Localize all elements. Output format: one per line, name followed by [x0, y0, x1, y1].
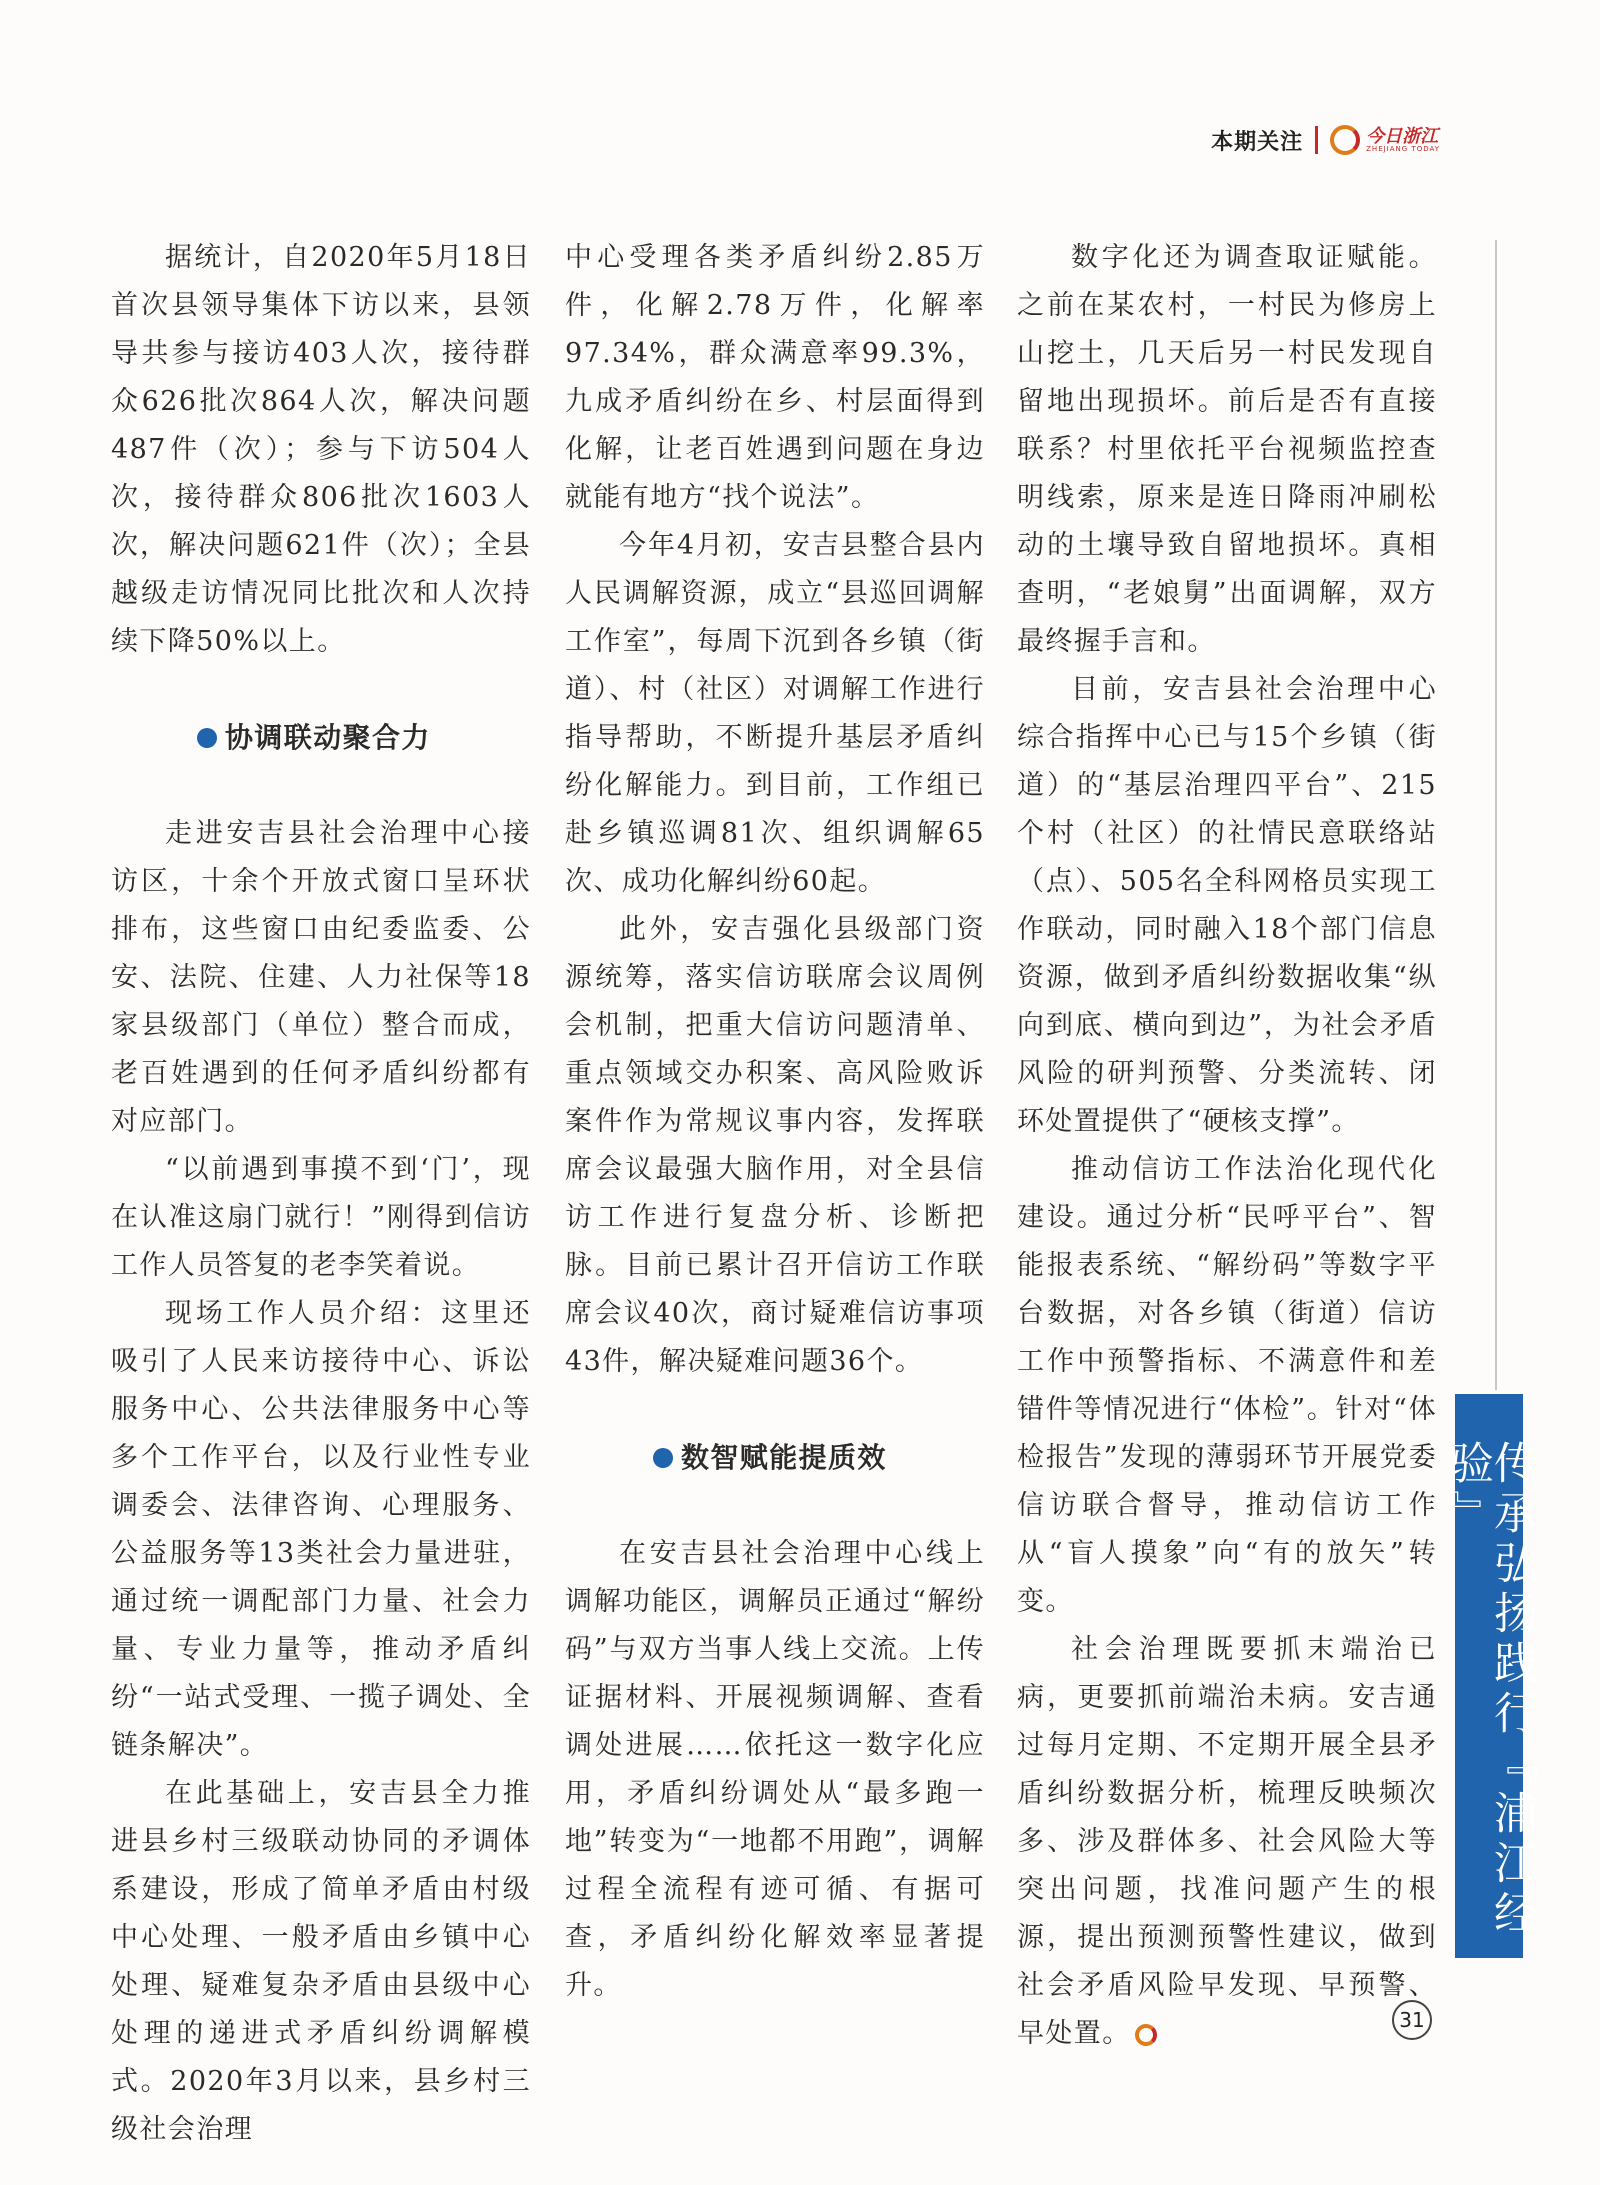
paragraph-text: 社会治理既要抓末端治已病，更要抓前端治未病。安吉通过每月定期、不定期开展全县矛盾纠纷数据分析，梳理反映频次多、涉及群体多、社会风险大等突出问题，找准问题产生的根源，提出预测预警性建议，做到社会矛盾风险早发现、早预警、早处置。	[1017, 1634, 1437, 2049]
text-column-2	[565, 234, 985, 2010]
column-rule	[1495, 240, 1497, 1390]
section-heading-text: 数智赋能提质效	[681, 1441, 887, 1474]
paragraph: 现场工作人员介绍：这里还吸引了人民来访接待中心、诉讼服务中心、公共法律服务中心等多个工作平台，以及行业性专业调委会、法律咨询、心理服务、公益服务等13类社会力量进驻，通过统一调配部门力量、社会力量、专业力量等，推动矛盾纠纷“一站式受理、一揽子调处、全链条解决”。	[111, 1298, 531, 1761]
paragraph: 据统计，自2020年5月18日首次县领导集体下访以来，县领导共参与接访403人次，接待群众626批次864人次，解决问题487件（次）；参与下访504人次，接待群众806批次1603人次，解决问题621件（次）；全县越级走访情况同比批次和人次持续下降50%以上。	[111, 242, 531, 657]
paragraph: 推动信访工作法治化现代化建设。通过分析“民呼平台”、智能报表系统、“解纷码”等数字平台数据，对各乡镇（街道）信访工作中预警指标、不满意件和差错件等情况进行“体检”。针对“体检报告”发现的薄弱环节开展党委信访联合督导，推动信访工作从“盲人摸象”向“有的放矢”转变。	[1017, 1154, 1437, 1617]
vertical-banner	[1442, 1394, 1537, 1958]
page-header	[1211, 120, 1440, 160]
paragraph: 中心受理各类矛盾纠纷2.85万件，化解2.78万件，化解率97.34%，群众满意率99.3%，九成矛盾纠纷在乡、村层面得到化解，让老百姓遇到问题在身边就能有地方“找个说法”。	[565, 242, 985, 513]
logo-icon	[1330, 125, 1360, 155]
section-title: 本期关注	[1211, 129, 1304, 155]
paragraph: 在此基础上，安吉县全力推进县乡村三级联动协同的矛调体系建设，形成了简单矛盾由村级中心处理、一般矛盾由乡镇中心处理、疑难复杂矛盾由县级中心处理的递进式矛盾纠纷调解模式。2020年3月以来，县乡村三级社会治理	[111, 1778, 531, 2145]
paragraph: 走进安吉县社会治理中心接访区，十余个开放式窗口呈环状排布，这些窗口由纪委监委、公安、法院、住建、人力社保等18家县级部门（单位）整合而成，老百姓遇到的任何矛盾纠纷都有对应部门。	[111, 818, 531, 1137]
logo-english: ZHEJIANG TODAY	[1366, 144, 1440, 153]
section-heading	[111, 714, 531, 762]
paragraph: 目前，安吉县社会治理中心综合指挥中心已与15个乡镇（街道）的“基层治理四平台”、215个村（社区）的社情民意联络站（点）、505名全科网格员实现工作联动，同时融入18个部门信息资源，做到矛盾纠纷数据收集“纵向到底、横向到边”，为社会矛盾风险的研判预警、分类流转、闭环处置提供了“硬核支撑”。	[1017, 674, 1437, 1137]
end-mark-icon	[1135, 2024, 1157, 2046]
paragraph: “以前遇到事摸不到‘门’，现在认准这扇门就行！”刚得到信访工作人员答复的老李笑着说。	[111, 1154, 531, 1281]
text-column-3	[1017, 234, 1437, 2058]
header-divider	[1315, 126, 1318, 154]
paragraph: 今年4月初，安吉县整合县内人民调解资源，成立“县巡回调解工作室”，每周下沉到各乡镇（街道）、村（社区）对调解工作进行指导帮助，不断提升基层矛盾纠纷化解能力。到目前，工作组已赴乡镇巡调81次、组织调解65次、成功化解纠纷60起。	[565, 530, 985, 897]
page-number: 31	[1392, 2000, 1432, 2040]
magazine-logo	[1330, 125, 1440, 155]
paragraph	[1017, 1626, 1437, 2058]
paragraph: 在安吉县社会治理中心线上调解功能区，调解员正通过“解纷码”与双方当事人线上交流。上传证据材料、开展视频调解、查看调处进展……依托这一数字化应用，矛盾纠纷调处从“最多跑一地”转变为“一地都不用跑”，调解过程全流程有迹可循、有据可查，矛盾纠纷化解效率显著提升。	[565, 1538, 985, 2001]
section-heading-text: 协调联动聚合力	[225, 721, 431, 754]
logo-chinese: 今日浙江	[1366, 125, 1439, 147]
bullet-dot-icon	[653, 1448, 673, 1468]
banner-text: 传承弘扬践行『浦江经验』	[1442, 1440, 1537, 1940]
bullet-dot-icon	[197, 728, 217, 748]
paragraph: 此外，安吉强化县级部门资源统筹，落实信访联席会议周例会机制，把重大信访问题清单、重点领域交办积案、高风险败诉案件作为常规议事内容，发挥联席会议最强大脑作用，对全县信访工作进行复盘分析、诊断把脉。目前已累计召开信访工作联席会议40次，商讨疑难信访事项43件，解决疑难问题36个。	[565, 914, 985, 1377]
section-heading	[565, 1434, 985, 1482]
paragraph: 数字化还为调查取证赋能。之前在某农村，一村民为修房上山挖土，几天后另一村民发现自留地出现损坏。前后是否有直接联系？村里依托平台视频监控查明线索，原来是连日降雨冲刷松动的土壤导致自留地损坏。真相查明，“老娘舅”出面调解，双方最终握手言和。	[1017, 242, 1437, 657]
text-column-1	[111, 234, 531, 2154]
